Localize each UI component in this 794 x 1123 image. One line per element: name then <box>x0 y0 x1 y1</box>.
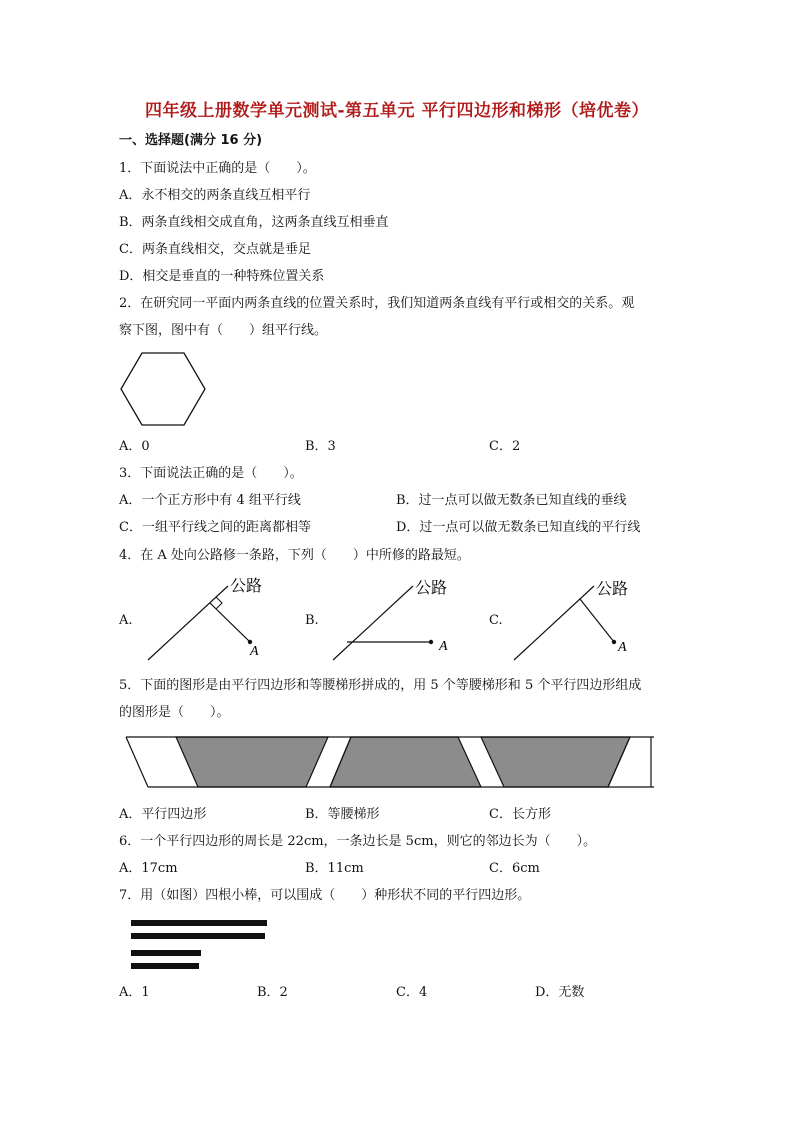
road-figure-c <box>510 574 650 664</box>
q4-option-b[interactable]: B. <box>305 613 319 628</box>
q3-option-c[interactable]: C．一组平行线之间的距离都相等 <box>119 520 311 535</box>
q5-option-b[interactable]: B．等腰梯形 <box>305 807 380 822</box>
q2-option-c[interactable]: C．2 <box>489 439 521 454</box>
q6-option-b[interactable]: B．11cm <box>305 861 364 876</box>
q3-option-b[interactable]: B．过一点可以做无数条已知直线的垂线 <box>396 493 627 508</box>
q1-option-c[interactable]: C．两条直线相交，交点就是垂足 <box>119 242 311 257</box>
q7-option-d[interactable]: D．无数 <box>535 985 585 1000</box>
point-a-label: A <box>250 644 259 659</box>
stick-4 <box>131 963 199 969</box>
q6-stem: 6．一个平行四边形的周长是 22cm，一条边长是 5cm，则它的邻边长为（ ）。 <box>119 834 597 849</box>
q7-stem: 7．用（如图）四根小棒，可以围成（ ）种形状不同的平行四边形。 <box>119 888 531 903</box>
stick-3 <box>131 950 201 956</box>
trapezoid-2 <box>330 737 481 787</box>
q7-option-a[interactable]: A．1 <box>119 985 150 1000</box>
road-label: 公路 <box>596 579 629 598</box>
page-title: 四年级上册数学单元测试-第五单元 平行四边形和梯形（培优卷） <box>145 101 649 121</box>
q5-stem-line2: 的图形是（ ）。 <box>119 705 230 720</box>
q5-option-a[interactable]: A．平行四边形 <box>119 807 207 822</box>
q2-stem-line1: 2．在研究同一平面内两条直线的位置关系时，我们知道两条直线有平行或相交的关系。观 <box>119 296 635 311</box>
trapezoid-3 <box>481 737 630 787</box>
q1-option-d[interactable]: D．相交是垂直的一种特殊位置关系 <box>119 269 325 284</box>
point-a-label: A <box>618 640 627 655</box>
road-label: 公路 <box>415 578 448 597</box>
q7-option-b[interactable]: B．2 <box>257 985 288 1000</box>
q4-stem: 4．在 A 处向公路修一条路，下列（ ）中所修的路最短。 <box>119 548 470 563</box>
stick-2 <box>131 933 265 939</box>
tiling-strip-figure <box>124 735 656 791</box>
q3-option-a[interactable]: A．一个正方形中有 4 组平行线 <box>119 493 301 508</box>
q3-stem: 3．下面说法正确的是（ ）。 <box>119 466 303 481</box>
road-figure-a <box>140 574 280 664</box>
section-heading: 一、选择题(满分 16 分) <box>119 133 263 148</box>
q6-option-c[interactable]: C．6cm <box>489 861 540 876</box>
q2-option-b[interactable]: B．3 <box>305 439 336 454</box>
q2-option-a[interactable]: A．0 <box>119 439 150 454</box>
hexagon-figure <box>118 352 208 428</box>
sticks-figure <box>128 918 273 974</box>
q2-stem-line2: 察下图，图中有（ ）组平行线。 <box>119 323 328 338</box>
trapezoid-1 <box>176 737 328 787</box>
q1-option-b[interactable]: B．两条直线相交成直角，这两条直线互相垂直 <box>119 215 389 230</box>
q6-option-a[interactable]: A．17cm <box>119 861 178 876</box>
stick-1 <box>131 920 267 926</box>
road-label: 公路 <box>230 576 263 595</box>
road-figure-b <box>327 574 467 664</box>
q4-option-c[interactable]: C. <box>489 613 503 628</box>
q7-option-c[interactable]: C．4 <box>396 985 428 1000</box>
q5-option-c[interactable]: C．长方形 <box>489 807 551 822</box>
q5-stem-line1: 5．下面的图形是由平行四边形和等腰梯形拼成的，用 5 个等腰梯形和 5 个平行四边形组成 <box>119 678 642 693</box>
point-a-label: A <box>439 639 448 654</box>
q1-option-a[interactable]: A．永不相交的两条直线互相平行 <box>119 188 311 203</box>
q4-option-a[interactable]: A. <box>119 613 133 628</box>
q1-stem: 1．下面说法中正确的是（ ）。 <box>119 161 316 176</box>
q3-option-d[interactable]: D．过一点可以做无数条已知直线的平行线 <box>396 520 641 535</box>
